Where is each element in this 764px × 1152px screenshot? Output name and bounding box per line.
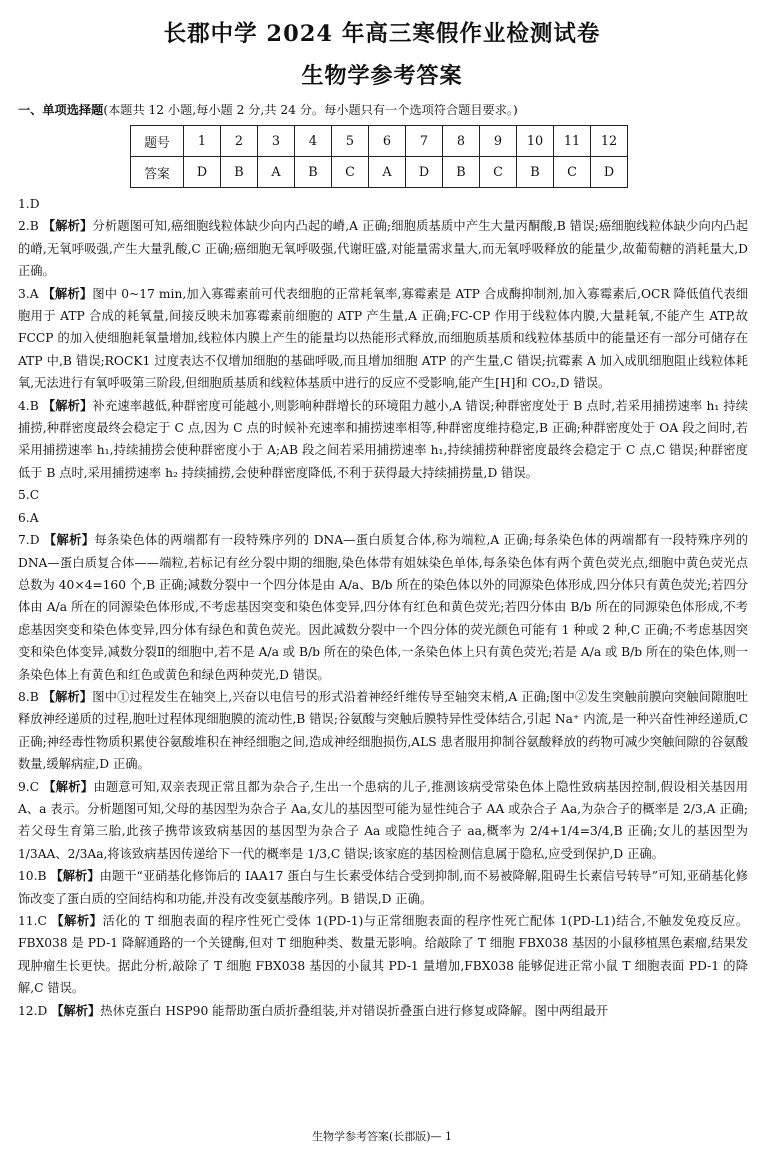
question-number: 8.B	[18, 689, 39, 704]
question-number: 1.D	[18, 197, 40, 211]
question-explanation: 分析题图可知,癌细胞线粒体缺少向内凸起的嵴,A 正确;细胞质基质中产生大量丙酮酸,B 错误;癌细胞线粒体缺少向内凸起的嵴,无氧呼吸强,产生大量乳酸,C 正确;癌细胞无氧呼吸强,代谢旺盛,对能量需求量大,而无氧呼吸释放的能量少,故葡萄糖的消耗量大,D 正确。	[18, 219, 748, 279]
question-explanation: 活化的 T 细胞表面的程序性死亡受体 1(PD-1)与正常细胞表面的程序性死亡配体 1(PD-L1)结合,不触发免疫反应。FBX038 是 PD-1 降解通路的一个关键酶,但对 T 细胞种类、数量无影响。给敲除了 T 细胞 FBX038 基因的小鼠移植黑色素瘤,结果发现肿瘤生长更快。据此分析,敲除了 T 细胞 FBX038 基因的小鼠其 PD-1 量增加,FBX038 能够促进正常小鼠 T 细胞表面 PD-1 的降解,C 错误。	[18, 914, 748, 996]
cell-number: 7	[406, 126, 443, 157]
section-instruction: (本题共 12 小题,每小题 2 分,共 24 分。每小题只有一个选项符合题目要求。)	[103, 103, 518, 117]
question-item	[18, 193, 748, 215]
question-item	[18, 1000, 748, 1022]
cell-answer: B	[295, 157, 332, 188]
cell-answer: A	[258, 157, 295, 188]
question-explanation: 每条染色体的两端都有一段特殊序列的 DNA—蛋白质复合体,称为端粒,A 正确;每条染色体的两端都有一段特殊序列的 DNA—蛋白质复合体——端粒,若标记有丝分裂中期的细胞,染色体带有姐妹染色单体,每条染色体有两个黄色荧光点,细胞中黄色荧光点总数为 40×4=160 个,B 正确;减数分裂中一个四分体是由 A/a、B/b 所在的染色体以外的同源染色体形成,四分体只有黄色荧光;若四分体由 A/a 所在的同源染色体形成,不考虑基因突变和染色体变异,四分体有红色和黄色荧光;若四分体由 B/b 所在的同源染色体形成,不考虑基因突变和染色体变异,四分体有绿色和黄色荧光。因此减数分裂中一个四分体的荧光颜色可能有 1 种或 2 种,C 正确;不考虑基因突变和染色体变异,减数分裂Ⅱ的细胞中,若不是 A/a 或 B/b 所在的染色体,一条染色体上只有黄色荧光;若是 A/a 或 B/b 所在的染色体,则一条染色体上有黄色和红色或黄色和绿色两种荧光,D 错误。	[18, 533, 748, 682]
cell-answer: D	[184, 157, 221, 188]
cell-number: 9	[480, 126, 517, 157]
cell-number: 6	[369, 126, 406, 157]
cell-number: 5	[332, 126, 369, 157]
cell-number: 2	[221, 126, 258, 157]
question-number: 12.D	[18, 1003, 48, 1018]
question-item	[18, 776, 748, 866]
row-label-number: 题号	[131, 126, 184, 157]
answer-table-answer-row	[131, 157, 628, 188]
cell-answer: C	[332, 157, 369, 188]
cell-answer: A	[369, 157, 406, 188]
answer-table	[130, 125, 628, 188]
question-item	[18, 215, 748, 282]
question-explanation: 由题意可知,双亲表现正常且都为杂合子,生出一个患病的儿子,推测该病受常染色体上隐性致病基因控制,假设相关基因用 A、a 表示。分析题图可知,父母的基因型为杂合子 Aa,女儿的基因型可能为显性纯合子 AA 或杂合子 Aa,为杂合子的概率是 2/3,A 正确;若父母生育第三胎,此孩子携带该致病基因的基因型为杂合子 Aa 或隐性纯合子 aa,概率为 2/4+1/4=3/4,B 正确;女儿的基因型为 1/3AA、2/3Aa,将该致病基因传递给下一代的概率是 1/3,C 错误;该家庭的基因检测信息属于隐私,应受到保护,D 正确。	[18, 779, 749, 861]
question-item	[18, 686, 748, 776]
cell-answer: D	[406, 157, 443, 188]
analysis-tag: 【解析】	[42, 397, 93, 413]
question-item	[18, 484, 748, 506]
question-number: 5.C	[18, 488, 40, 503]
question-item	[18, 529, 748, 686]
cell-number: 8	[443, 126, 480, 157]
question-explanation: 由题干“亚硝基化修饰后的 IAA17 蛋白与生长素受体结合受到抑制,而不易被降解,阻碍生长素信号转导”可知,亚硝基化修饰改变了蛋白质的空间结构和功能,并没有改变氨基酸序列。B 错误,D 正确。	[18, 869, 749, 906]
question-number: 4.B	[18, 398, 39, 413]
cell-answer: B	[221, 157, 258, 188]
question-explanation: 图中①过程发生在轴突上,兴奋以电信号的形式沿着神经纤维传导至轴突末梢,A 正确;图中②发生突触前膜向突触间隙胞吐释放神经递质的过程,胞吐过程体现细胞膜的流动性,B 错误;谷氨酸与突触后膜特异性受体结合,引起 Na⁺ 内流,是一种兴奋性神经递质,C 正确;神经毒性物质积累使谷氨酸堆积在神经细胞之间,造成神经细胞损伤,ALS 患者服用抑制谷氨酸释放的药物可减少突触间隙的谷氨酸数量,缓解病症,D 正确。	[18, 689, 748, 772]
question-number: 6.A	[18, 510, 39, 525]
cell-number: 10	[517, 126, 554, 157]
cell-number: 4	[295, 126, 332, 157]
question-number: 2.B	[18, 219, 39, 234]
question-number: 11.C	[18, 914, 47, 928]
question-explanation: 图中 0~17 min,加入寡霉素前可代表细胞的正常耗氧率,寡霉素是 ATP 合成酶抑制剂,加入寡霉素后,OCR 降低值代表细胞用于 ATP 合成的耗氧量,间接反映未加寡霉素前细胞的 ATP 产生量,A 正确;FC-CP 作用于线粒体内膜,大量耗氧,不能产生 ATP,故 FCCP 的加入使细胞耗氧量增加,线粒体内膜上产生的能量均以热能形式释放,而细胞质基质和线粒体基质中的能量还有一部分可储存在 ATP 中,B 错误;ROCK1 过度表达不仅增加细胞的基础呼吸,而且增加细胞 ATP 的产生量,C 错误;抗霉素 A 加入成肌细胞阻止线粒体耗氧,无法进行有氧呼吸第三阶段,但细胞质基质和线粒体基质中进行的反应不受影响,能产生[H]和 CO₂,D 错误。	[18, 286, 749, 391]
answer-explanations	[18, 193, 748, 1022]
page-footer: 生物学参考答案(长郡版)— 1	[311, 1130, 453, 1143]
analysis-tag: 【解析】	[43, 532, 95, 548]
question-number: 3.A	[18, 286, 39, 301]
analysis-tag: 【解析】	[42, 688, 93, 704]
question-item	[18, 910, 748, 1000]
analysis-tag: 【解析】	[42, 218, 93, 234]
question-number: 7.D	[18, 533, 40, 548]
question-number: 10.B	[18, 869, 47, 884]
question-item	[18, 283, 748, 395]
question-item	[18, 395, 748, 485]
row-label-answer: 答案	[131, 157, 184, 188]
cell-number: 1	[184, 126, 221, 157]
cell-number: 11	[554, 126, 591, 157]
question-explanation: 热休克蛋白 HSP90 能帮助蛋白质折叠组装,并对错误折叠蛋白进行修复或降解。图中两组最开	[100, 1003, 609, 1018]
question-item	[18, 865, 748, 910]
cell-answer: B	[443, 157, 480, 188]
page-subtitle: 生物学参考答案	[301, 63, 463, 89]
cell-answer: D	[591, 157, 628, 188]
question-item	[18, 507, 748, 529]
answer-table-number-row	[131, 126, 628, 157]
page-title: 长郡中学 2024 年高三寒假作业检测试卷	[163, 21, 601, 47]
analysis-tag: 【解析】	[51, 913, 103, 928]
section-title: 一、单项选择题	[18, 103, 104, 117]
section-heading	[18, 101, 518, 118]
analysis-tag: 【解析】	[51, 1002, 101, 1018]
question-number: 9.C	[18, 779, 40, 794]
cell-answer: B	[517, 157, 554, 188]
analysis-tag: 【解析】	[42, 285, 93, 301]
cell-answer: C	[480, 157, 517, 188]
analysis-tag: 【解析】	[43, 778, 94, 794]
cell-number: 3	[258, 126, 295, 157]
analysis-tag: 【解析】	[50, 868, 100, 884]
question-explanation: 补充速率越低,种群密度可能越小,则影响种群增长的环境阻力越小,A 错误;种群密度处于 B 点时,若采用捕捞速率 h₁ 持续捕捞,种群密度最终会稳定于 C 点,因为 C 点的时候补充速率和捕捞速率相等,种群密度维持稳定,B 正确;种群密度处于 OA 段之间时,若采用捕捞速率 h₁,持续捕捞会使种群密度小于 A;AB 段之间若采用捕捞速率 h₁,持续捕捞种群密度最终会稳定于 C 点,C 错误;种群密度低于 B 点时,采用捕捞速率 h₂ 持续捕捞,会使种群密度降低,不利于获得最大持续捕捞量,D 错误。	[18, 398, 748, 480]
cell-answer: C	[554, 157, 591, 188]
cell-number: 12	[591, 126, 628, 157]
